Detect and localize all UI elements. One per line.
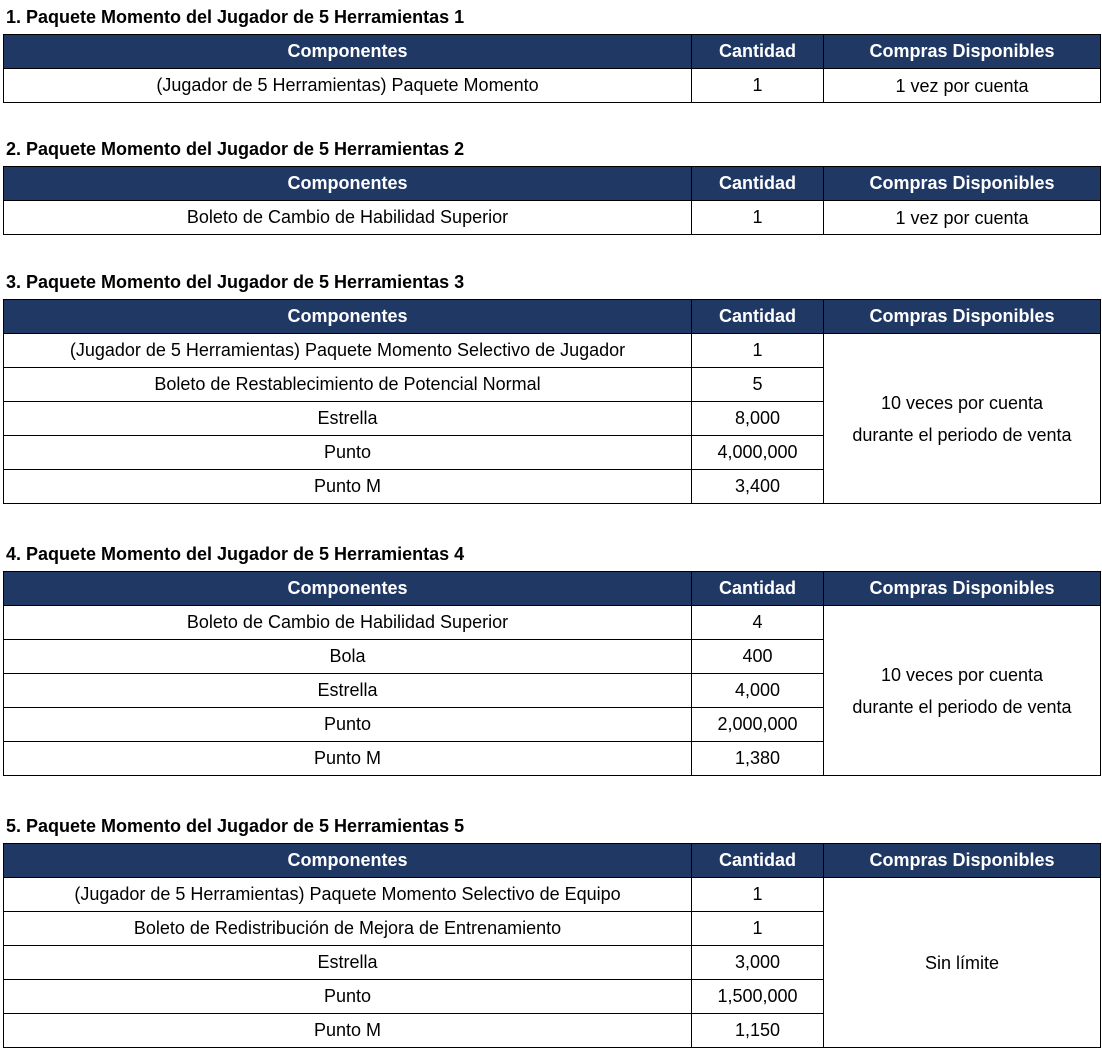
section-title: 3. Paquete Momento del Jugador de 5 Herramientas 3 — [6, 272, 465, 292]
component-cell: Punto M — [4, 742, 692, 776]
quantity-cell: 3,000 — [692, 946, 824, 980]
component-cell: Boleto de Cambio de Habilidad Superior — [4, 606, 692, 640]
table-row — [4, 606, 1101, 640]
purchase-limit-line1: 1 vez por cuenta — [895, 75, 1029, 96]
purchase-limit-cell — [824, 878, 1101, 1048]
quantity-cell: 3,400 — [692, 470, 824, 504]
component-cell: Boleto de Cambio de Habilidad Superior — [4, 201, 692, 235]
section-title: 2. Paquete Momento del Jugador de 5 Herramientas 2 — [6, 139, 465, 159]
header-purchases: Compras Disponibles — [824, 167, 1101, 201]
header-purchases: Compras Disponibles — [824, 844, 1101, 878]
header-purchases: Compras Disponibles — [824, 35, 1101, 69]
package-table — [3, 299, 1101, 504]
component-cell: Estrella — [4, 402, 692, 436]
quantity-cell: 4 — [692, 606, 824, 640]
quantity-cell: 1,500,000 — [692, 980, 824, 1014]
quantity-cell: 1,380 — [692, 742, 824, 776]
quantity-cell: 400 — [692, 640, 824, 674]
component-cell: Punto — [4, 980, 692, 1014]
purchase-limit-cell — [824, 334, 1101, 504]
header-quantity: Cantidad — [692, 844, 824, 878]
package-table — [3, 34, 1101, 103]
component-cell: Punto — [4, 436, 692, 470]
component-cell: Punto — [4, 708, 692, 742]
quantity-cell: 2,000,000 — [692, 708, 824, 742]
table-header-row — [4, 572, 1101, 606]
package-table — [3, 571, 1101, 776]
header-components: Componentes — [4, 300, 692, 334]
header-quantity: Cantidad — [692, 35, 824, 69]
component-cell: Boleto de Restablecimiento de Potencial Normal — [4, 368, 692, 402]
component-cell: (Jugador de 5 Herramientas) Paquete Momento Selectivo de Equipo — [4, 878, 692, 912]
table-header-row — [4, 300, 1101, 334]
header-quantity: Cantidad — [692, 300, 824, 334]
purchase-limit-cell — [824, 201, 1101, 235]
header-components: Componentes — [4, 572, 692, 606]
component-cell: (Jugador de 5 Herramientas) Paquete Momento — [4, 69, 692, 103]
header-purchases: Compras Disponibles — [824, 572, 1101, 606]
purchase-limit-line1: 10 veces por cuenta — [880, 664, 1044, 685]
header-quantity: Cantidad — [692, 572, 824, 606]
header-quantity: Cantidad — [692, 167, 824, 201]
package-table — [3, 166, 1101, 235]
header-purchases: Compras Disponibles — [824, 300, 1101, 334]
quantity-cell: 1 — [692, 201, 824, 235]
header-components: Componentes — [4, 167, 692, 201]
component-cell: Boleto de Redistribución de Mejora de Entrenamiento — [4, 912, 692, 946]
component-cell: Punto M — [4, 470, 692, 504]
section-title: 1. Paquete Momento del Jugador de 5 Herramientas 1 — [6, 7, 465, 27]
quantity-cell: 8,000 — [692, 402, 824, 436]
quantity-cell: 1 — [692, 878, 824, 912]
quantity-cell: 4,000 — [692, 674, 824, 708]
purchase-limit-line2: durante el periodo de venta — [852, 696, 1072, 717]
table-header-row — [4, 167, 1101, 201]
purchase-limit-cell — [824, 606, 1101, 776]
table-header-row — [4, 35, 1101, 69]
quantity-cell: 1 — [692, 912, 824, 946]
quantity-cell: 1,150 — [692, 1014, 824, 1048]
section-title: 4. Paquete Momento del Jugador de 5 Herramientas 4 — [6, 544, 465, 564]
table-row — [4, 69, 1101, 103]
quantity-cell: 1 — [692, 334, 824, 368]
component-cell: Punto M — [4, 1014, 692, 1048]
purchase-limit-line1: Sin límite — [924, 952, 1000, 973]
purchase-limit-line2: durante el periodo de venta — [852, 424, 1072, 445]
section-title: 5. Paquete Momento del Jugador de 5 Herramientas 5 — [6, 816, 465, 836]
table-header-row — [4, 844, 1101, 878]
purchase-limit-cell — [824, 69, 1101, 103]
header-components: Componentes — [4, 35, 692, 69]
quantity-cell: 5 — [692, 368, 824, 402]
component-cell: (Jugador de 5 Herramientas) Paquete Momento Selectivo de Jugador — [4, 334, 692, 368]
purchase-limit-line1: 1 vez por cuenta — [895, 207, 1029, 228]
table-row — [4, 878, 1101, 912]
table-row — [4, 334, 1101, 368]
quantity-cell: 1 — [692, 69, 824, 103]
component-cell: Estrella — [4, 674, 692, 708]
component-cell: Estrella — [4, 946, 692, 980]
purchase-limit-line1: 10 veces por cuenta — [880, 392, 1044, 413]
component-cell: Bola — [4, 640, 692, 674]
quantity-cell: 4,000,000 — [692, 436, 824, 470]
package-table — [3, 843, 1101, 1048]
header-components: Componentes — [4, 844, 692, 878]
table-row — [4, 201, 1101, 235]
